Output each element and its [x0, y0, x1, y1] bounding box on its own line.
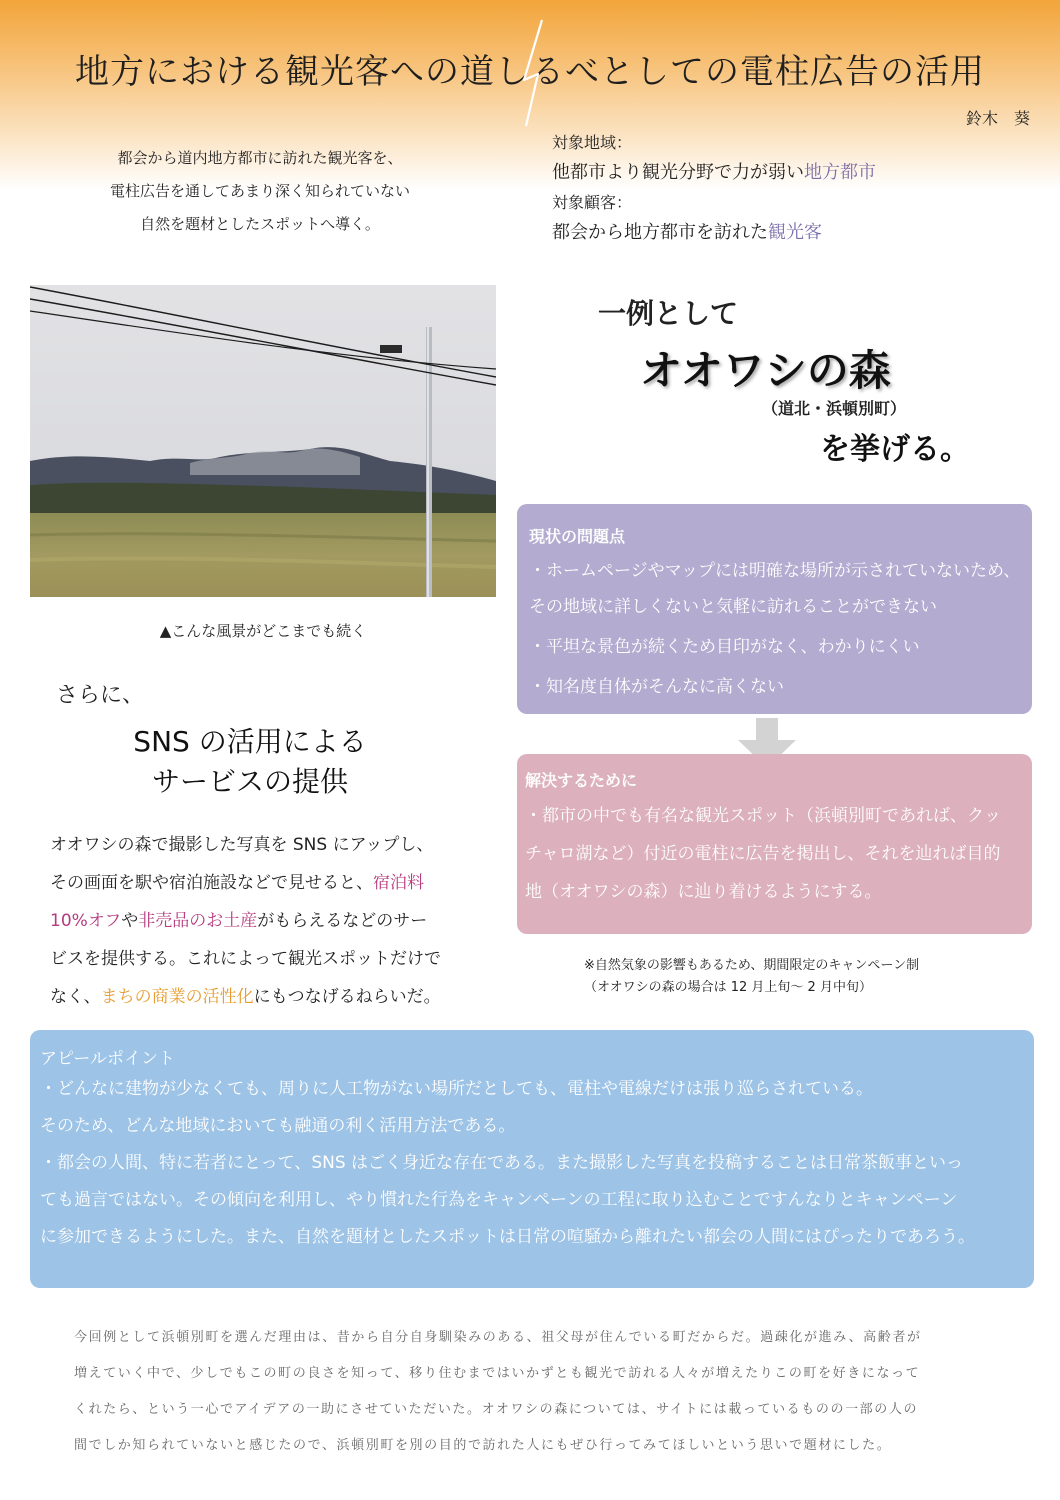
appeal-line: ・都会の人間、特に若者にとって、SNS はごく身近な存在である。また撮影した写真を投稿することは日常茶飯事といっ	[40, 1153, 964, 1173]
appeal-line: ても過言ではない。その傾向を利用し、やり慣れた行為をキャンペーンの工程に取り込むことですんなりとキャンペーン	[40, 1190, 958, 1210]
sns-highlight-accommodation: 宿泊料	[373, 873, 424, 893]
problem-line: ・平坦な景色が続くため目印がなく、わかりにくい	[529, 637, 920, 657]
example-lead: 一例として	[598, 297, 739, 330]
solution-line: 地（オオワシの森）に辿り着けるようにする。	[525, 882, 882, 902]
target-customer-highlight: 観光客	[768, 222, 822, 243]
sns-lead: さらに、	[56, 683, 145, 708]
sns-body-line	[50, 978, 480, 1016]
example-location: （道北・浜頓別町）	[762, 399, 907, 418]
target-area-highlight: 地方都市	[804, 162, 876, 183]
intro-summary	[60, 142, 460, 241]
closing-remarks	[74, 1320, 994, 1464]
example-spot-name: オオワシの森	[640, 346, 891, 395]
appeal-title: アピールポイント	[40, 1049, 175, 1069]
target-customer-value	[552, 218, 876, 248]
solution-title: 解決するために	[525, 771, 638, 790]
appeal-line: に参加できるようにした。また、自然を題材としたスポットは日常の喧騒から離れたい都会の人間にはぴったりであろう。	[40, 1227, 975, 1247]
target-customer-label: 対象顧客：	[552, 193, 633, 212]
note-line: ※自然気象の影響もあるため、期間限定のキャンペーン制	[584, 958, 920, 973]
target-customer-text: 都会から地方都市を訪れた	[552, 222, 768, 243]
landscape-photo	[30, 285, 496, 597]
appeal-line: ・どんなに建物が少なくても、周りに人工物がない場所だとしても、電柱や電線だけは張り巡らされている。	[40, 1079, 873, 1099]
sns-body	[50, 826, 480, 1016]
lightning-icon	[512, 18, 552, 128]
author-name: 鈴木 葵	[965, 109, 1030, 128]
problem-line: その地域に詳しくないと気軽に訪れることができない	[529, 597, 937, 617]
closing-line: 今回例として浜頓別町を選んだ理由は、昔から自分自身馴染みのある、祖父母が住んでいる町だからだ。過疎化が進み、高齢者が	[74, 1330, 922, 1345]
page-title: 地方における観光客への道しるべとしての電柱広告の活用	[75, 52, 985, 92]
sns-heading-line: SNS の活用による	[133, 725, 367, 758]
closing-line: 間でしか知られていないと感じたので、浜頓別町を別の目的で訪れた人にもぜひ行ってみてほしいという思いで題材にした。	[74, 1438, 892, 1453]
target-area-label: 対象地域：	[552, 133, 633, 152]
solution-box	[517, 754, 1032, 934]
sns-body-line: オオワシの森で撮影した写真を SNS にアップし、	[50, 835, 434, 855]
sns-highlight-commerce: まちの商業の活性化	[100, 987, 254, 1007]
sns-highlight-discount: 10%オフ	[50, 911, 122, 931]
problem-line: ・ホームページやマップには明確な場所が示されていないため、	[529, 561, 1021, 581]
target-area-value	[552, 158, 876, 188]
problems-title: 現状の問題点	[529, 527, 626, 546]
appeal-line: そのため、どんな地域においても融通の利く活用方法である。	[40, 1116, 516, 1136]
intro-line: 都会から道内地方都市に訪れた観光客を、	[117, 149, 403, 167]
sns-text: にもつなげるねらいだ。	[253, 987, 441, 1007]
sns-heading	[50, 722, 450, 802]
sns-body-line	[50, 902, 480, 940]
sns-text: なく、	[50, 987, 101, 1007]
example-tail: を挙げる。	[820, 432, 970, 467]
sns-text: がもらえるなどのサー	[257, 911, 428, 931]
photo-caption: ▲こんな風景がどこまでも続く	[159, 622, 367, 640]
sns-text: や	[121, 911, 139, 931]
solution-line: チャロ湖など）付近の電柱に広告を掲出し、それを辿れば目的	[525, 844, 1001, 864]
target-info	[552, 128, 876, 248]
note-line: （オオワシの森の場合は 12 月上旬～ 2 月中旬）	[584, 980, 872, 995]
sns-body-line	[50, 864, 480, 902]
problems-box	[517, 504, 1032, 714]
intro-line: 電柱広告を通してあまり深く知られていない	[109, 182, 410, 200]
closing-line: 増えていく中で、少しでもこの町の良さを知って、移り住むまではいかずとも観光で訪れる人々が増えたりこの町を好きになって	[74, 1366, 921, 1381]
sns-heading-line: サービスの提供	[151, 765, 348, 798]
intro-line: 自然を題材としたスポットへ導く。	[140, 215, 380, 233]
campaign-note	[584, 955, 919, 999]
sns-highlight-souvenir: 非売品のお土産	[138, 911, 258, 931]
closing-line: くれたら、という一心でアイデアの一助にさせていただいた。オオワシの森については、サイトには載っているものの一部の人の	[74, 1402, 919, 1417]
sns-text: その画面を駅や宿泊施設などで見せると、	[50, 873, 373, 893]
target-area-text: 他都市より観光分野で力が弱い	[552, 162, 804, 183]
sns-body-line: ビスを提供する。これによって観光スポットだけで	[50, 949, 441, 969]
problem-line: ・知名度自体がそんなに高くない	[529, 677, 784, 697]
appeal-box	[30, 1030, 1034, 1288]
solution-line: ・都市の中でも有名な観光スポット（浜頓別町であれば、クッ	[525, 806, 1001, 826]
